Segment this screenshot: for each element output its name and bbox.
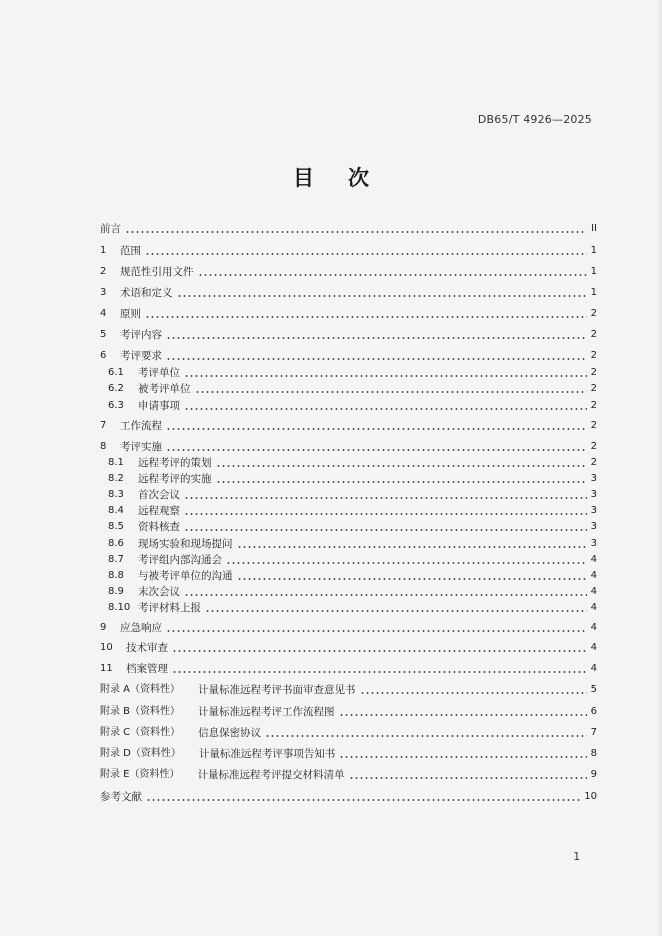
toc-entry-label: 范围 [120, 245, 141, 257]
toc-entry-label: 被考评单位 [138, 383, 191, 395]
toc-entry-number: 8.7 [108, 554, 124, 565]
toc-entry-label: 与被考评单位的沟通 [138, 570, 233, 582]
toc-entry-page: 8 [590, 748, 597, 759]
toc-entry-page: 2 [590, 383, 597, 394]
page-number: 1 [573, 851, 580, 863]
toc-entry-number: 11 [100, 663, 113, 674]
toc-entry-label: 原则 [120, 308, 141, 320]
leader-dots [339, 756, 586, 758]
toc-entry[interactable] [100, 365, 597, 381]
toc-entry[interactable] [100, 552, 597, 568]
toc-entry-number: 8.5 [108, 521, 124, 532]
leader-dots [172, 650, 587, 652]
toc-entry-page: II [591, 223, 597, 234]
toc-entry-page: 4 [590, 570, 597, 581]
toc-entry-number: 8.6 [108, 538, 124, 549]
toc-entry-page: 2 [590, 457, 597, 468]
toc-entry-label: 考评要求 [120, 350, 162, 362]
toc-entry-page: 4 [590, 554, 597, 565]
toc-entry-number: 8.9 [108, 586, 124, 597]
toc-entry-page: 3 [590, 538, 597, 549]
leader-dots [172, 671, 587, 673]
leader-dots [226, 562, 587, 564]
toc-entry-label: 申请事项 [138, 400, 180, 412]
toc-entry-number: 8.3 [108, 489, 124, 500]
toc-entry-number: 8 [100, 441, 107, 452]
leader-dots [184, 375, 587, 377]
toc-entry-page: 2 [590, 329, 597, 340]
toc-entry[interactable] [100, 519, 597, 535]
toc-entry-label: 计量标准远程考评书面审查意见书 [198, 684, 356, 696]
toc-entry-page: 2 [590, 441, 597, 452]
toc-entry-number: 2 [100, 266, 107, 277]
toc-entry-page: 2 [590, 400, 597, 411]
toc-entry-label: 计量标准远程考评事项告知书 [198, 748, 336, 760]
leader-dots [360, 692, 587, 694]
toc-entry-page: 5 [590, 684, 597, 695]
toc-entry-page: 2 [590, 367, 597, 378]
leader-dots [166, 630, 587, 632]
toc-entry-page: 3 [590, 473, 597, 484]
toc-entry-page: 4 [590, 642, 597, 653]
toc-entry-page: 3 [590, 521, 597, 532]
toc-entry-number: 8.4 [108, 505, 124, 516]
leader-dots [265, 735, 586, 737]
leader-dots [216, 481, 587, 483]
toc-entry-number: 附录 B（资料性） [100, 706, 181, 717]
leader-dots [125, 231, 587, 233]
toc-entry-page: 4 [590, 663, 597, 674]
toc-entry-label: 考评单位 [138, 367, 180, 379]
toc-entry-number: 8.8 [108, 570, 124, 581]
toc-entry-label: 考评组内部沟通会 [138, 554, 222, 566]
toc-entry-page: 4 [590, 622, 597, 633]
toc-entry-number: 附录 D（资料性） [100, 748, 181, 759]
scan-shadow [657, 0, 662, 936]
leader-dots [237, 578, 587, 580]
toc-entry-label: 信息保密协议 [198, 727, 262, 739]
toc-entry[interactable] [100, 661, 597, 677]
toc-entry-page: 2 [590, 420, 597, 431]
toc-entry-label: 考评实施 [120, 441, 162, 453]
toc-entry-number: 6.1 [108, 367, 124, 378]
toc-entry-label: 资料核查 [138, 521, 180, 533]
toc-entry-label: 术语和定义 [120, 287, 173, 299]
leader-dots [184, 529, 587, 531]
toc-entry-page: 4 [590, 586, 597, 597]
leader-dots [349, 777, 587, 779]
leader-dots [195, 391, 587, 393]
leader-dots [166, 358, 587, 360]
leader-dots [237, 546, 587, 548]
page-title [0, 162, 662, 192]
leader-dots [166, 337, 587, 339]
toc-entry-label: 应急响应 [120, 622, 162, 634]
toc-entry-label: 技术审查 [126, 642, 168, 654]
toc-entry[interactable] [100, 568, 597, 584]
leader-dots [184, 513, 587, 515]
leader-dots [146, 799, 580, 801]
toc-entry[interactable] [100, 503, 597, 519]
toc-entry-label: 工作流程 [120, 420, 162, 432]
toc-entry[interactable] [100, 682, 597, 698]
leader-dots [166, 428, 587, 430]
toc-entry-label: 远程考评的实施 [138, 473, 212, 485]
toc-entry-label: 现场实验和现场提问 [138, 538, 233, 550]
title-char-1: 目 [293, 165, 314, 190]
leader-dots [177, 295, 587, 297]
toc-entry[interactable] [100, 243, 597, 259]
leader-dots [198, 274, 587, 276]
toc-entry-number: 9 [100, 622, 107, 633]
toc-entry-number: 附录 C（资料性） [100, 727, 181, 738]
toc-entry[interactable] [100, 640, 597, 656]
toc-entry[interactable] [100, 398, 597, 414]
toc-entry[interactable] [100, 439, 597, 455]
leader-dots [205, 610, 587, 612]
toc-entry-number: 8.1 [108, 457, 124, 468]
toc-entry[interactable] [100, 348, 597, 364]
toc-entry-label: 考评内容 [120, 329, 162, 341]
leader-dots [145, 316, 587, 318]
toc-entry-page: 2 [590, 308, 597, 319]
toc-entry-page: 1 [590, 266, 597, 277]
toc-entry-page: 6 [590, 706, 597, 717]
toc-entry[interactable] [100, 327, 597, 343]
toc-entry-number: 4 [100, 308, 107, 319]
toc-entry-number: 5 [100, 329, 107, 340]
toc-entry-number: 6 [100, 350, 107, 361]
toc-entry[interactable] [100, 381, 597, 397]
toc-entry-label: 前言 [100, 223, 121, 235]
leader-dots [216, 465, 587, 467]
toc-entry-number: 6.3 [108, 400, 124, 411]
toc-entry-page: 9 [590, 769, 597, 780]
toc-entry[interactable] [100, 620, 597, 636]
toc-entry[interactable] [100, 487, 597, 503]
toc-entry-number: 附录 A（资料性） [100, 684, 181, 695]
toc-entry[interactable] [100, 471, 597, 487]
toc-entry-number: 1 [100, 245, 107, 256]
toc-entry-number: 附录 E（资料性） [100, 769, 180, 780]
toc-entry-page: 3 [590, 505, 597, 516]
leader-dots [145, 253, 587, 255]
toc-entry[interactable] [100, 767, 597, 783]
toc-entry-label: 计量标准远程考评提交材料清单 [197, 769, 345, 781]
toc-entry-number: 6.2 [108, 383, 124, 394]
toc-entry-label: 考评材料上报 [138, 602, 201, 614]
toc-entry-number: 8.2 [108, 473, 124, 484]
toc-entry[interactable] [100, 600, 597, 616]
toc-entry-page: 1 [590, 287, 597, 298]
toc-entry-label: 末次会议 [138, 586, 180, 598]
toc-entry-number: 7 [100, 420, 107, 431]
toc-entry-number: 10 [100, 642, 113, 653]
toc-entry-label: 参考文献 [100, 791, 142, 803]
toc-entry-label: 首次会议 [138, 489, 180, 501]
toc-entry-number: 8.10 [108, 602, 131, 613]
toc-entry-label: 档案管理 [126, 663, 168, 675]
toc-entry-label: 规范性引用文件 [120, 266, 194, 278]
document-code: DB65/T 4926—2025 [477, 113, 592, 126]
toc-entry[interactable] [100, 264, 597, 280]
toc-entry[interactable] [100, 789, 597, 805]
leader-dots [184, 497, 587, 499]
toc-entry-page: 4 [590, 602, 597, 613]
toc-entry-number: 3 [100, 287, 107, 298]
leader-dots [184, 408, 587, 410]
toc-entry-page: 7 [590, 727, 597, 738]
toc-entry[interactable] [100, 746, 597, 762]
toc-entry[interactable] [100, 725, 597, 741]
toc-entry[interactable] [100, 536, 597, 552]
toc-entry[interactable] [100, 584, 597, 600]
toc-entry-page: 10 [584, 791, 597, 802]
title-char-2: 次 [348, 165, 369, 190]
toc-entry[interactable] [100, 704, 597, 720]
toc-entry-label: 远程观察 [138, 505, 180, 517]
toc-entry[interactable] [100, 285, 597, 301]
toc-entry[interactable] [100, 418, 597, 434]
leader-dots [166, 449, 587, 451]
toc-entry[interactable] [100, 455, 597, 471]
toc-entry-label: 计量标准远程考评工作流程图 [198, 706, 335, 718]
toc-entry-label: 远程考评的策划 [138, 457, 212, 469]
leader-dots [339, 714, 587, 716]
toc-entry-page: 2 [590, 350, 597, 361]
toc-entry-page: 1 [590, 245, 597, 256]
toc-entry[interactable] [100, 221, 597, 237]
toc-entry-page: 3 [590, 489, 597, 500]
toc-entry[interactable] [100, 306, 597, 322]
leader-dots [184, 594, 587, 596]
